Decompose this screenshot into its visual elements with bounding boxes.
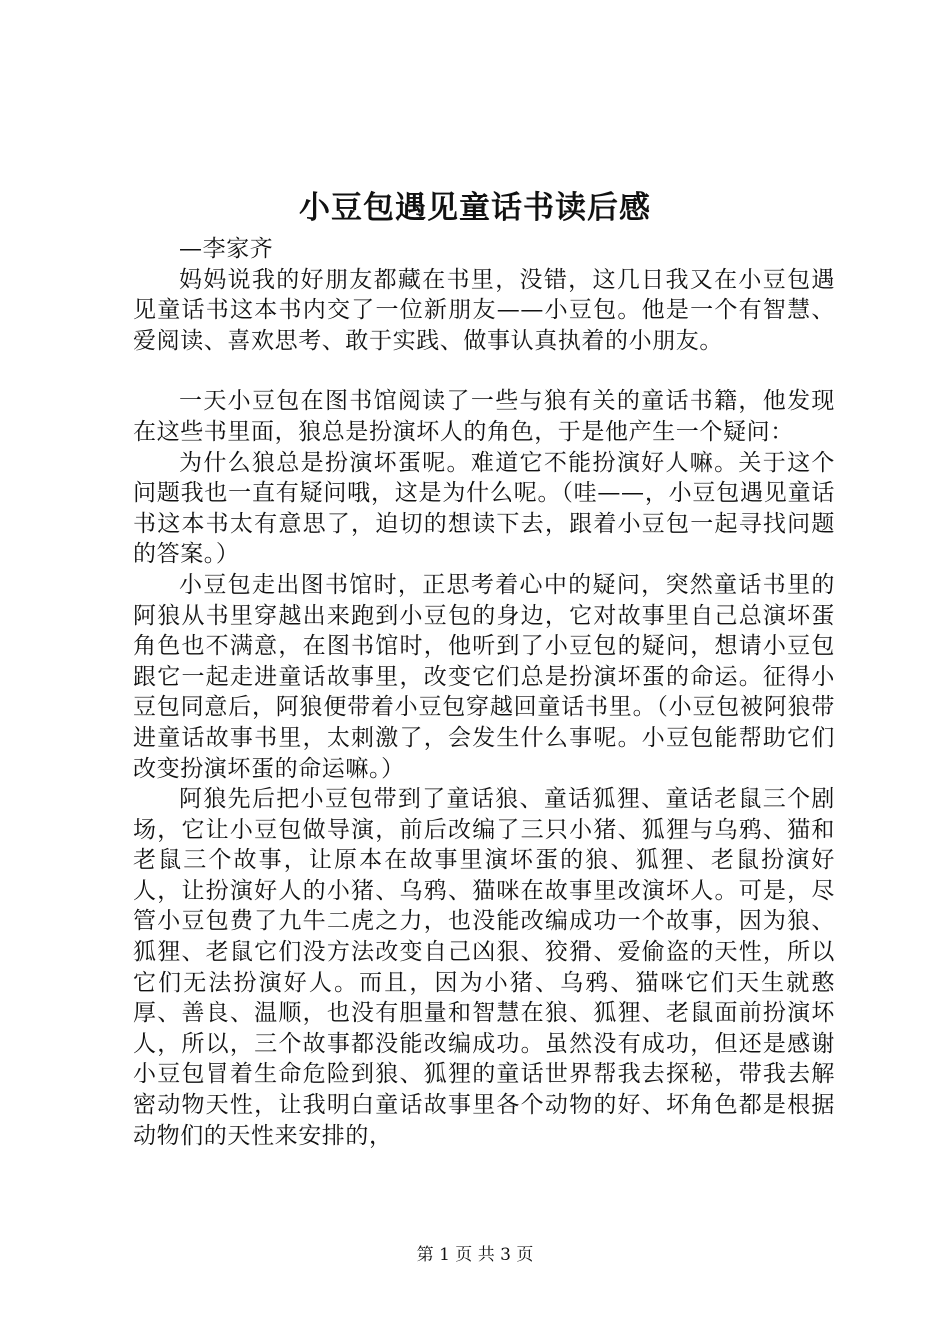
- paragraph-why-wolf: 为什么狼总是扮演坏蛋呢。难道它不能扮演好人嘛。关于这个问题我也一直有疑问哦，这是为什么呢。（哇——，小豆包遇见童话书这本书太有意思了，迫切的想读下去，跟着小豆包一起寻找问题的答案。）: [133, 449, 835, 568]
- author-line: —李家齐: [179, 236, 274, 262]
- document-body: [133, 234, 835, 1151]
- paragraph-intro: 妈妈说我的好朋友都藏在书里，没错，这几日我又在小豆包遇见童话书这本书内交了一位新朋友——小豆包。他是一个有智慧、爱阅读、喜欢思考、敢于实践、做事认真执着的小朋友。: [133, 266, 835, 354]
- document-title: 小豆包遇见童话书读后感: [299, 190, 651, 226]
- paragraph-theaters: 阿狼先后把小豆包带到了童话狼、童话狐狸、童话老鼠三个剧场，它让小豆包做导演，前后改编了三只小猪、狐狸与乌鸦、猫和老鼠三个故事，让原本在故事里演坏蛋的狼、狐狸、老鼠扮演好人，让扮演好人的小猪、乌鸦、猫咪在故事里改演坏人。可是，尽管小豆包费了九牛二虎之力，也没能改编成功一个故事，因为狼、狐狸、老鼠它们没方法改变自己凶狠、狡猾、爱偷盗的天性，所以它们无法扮演好人。而且，因为小猪、乌鸦、猫咪它们天生就憨厚、善良、温顺，也没有胆量和智慧在狼、狐狸、老鼠面前扮演坏人，所以，三个故事都没能改编成功。虽然没有成功，但还是感谢小豆包冒着生命危险到狼、狐狸的童话世界帮我去探秘，带我去解密动物天性，让我明白童话故事里各个动物的好、坏角色都是根据动物们的天性来安排的，: [133, 786, 835, 1149]
- paragraph-library: 小豆包走出图书馆时，正思考着心中的疑问，突然童话书里的阿狼从书里穿越出来跑到小豆包的身边，它对故事里自己总演坏蛋角色也不满意，在图书馆时，他听到了小豆包的疑问，想请小豆包跟它一起走进童话故事里，改变它们总是扮演坏蛋的命运。征得小豆包同意后，阿狼便带着小豆包穿越回童话书里。（小豆包被阿狼带进童话故事书里，太刺激了，会发生什么事呢。小豆包能帮助它们改变扮演坏蛋的命运嘛。）: [133, 571, 835, 782]
- paragraph-question: 一天小豆包在图书馆阅读了一些与狼有关的童话书籍，他发现在这些书里面，狼总是扮演坏人的角色，于是他产生一个疑问：: [133, 388, 835, 445]
- page-number-footer: 第 1 页 共 3 页: [416, 1245, 534, 1265]
